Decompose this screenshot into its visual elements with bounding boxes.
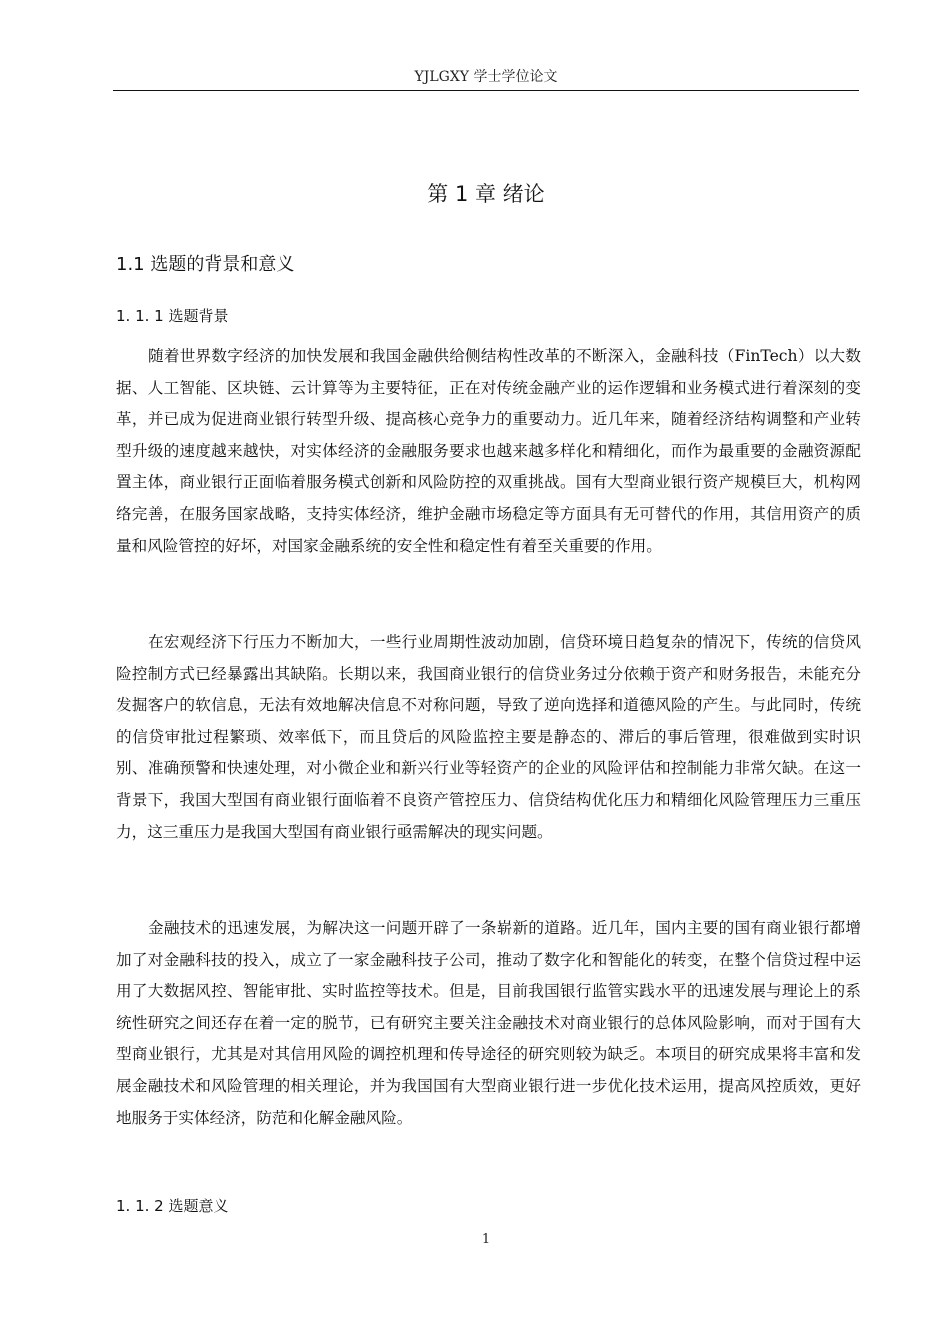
- paragraph-1: 随着世界数字经济的加快发展和我国金融供给侧结构性改革的不断深入，金融科技（FinTech）以大数据、人工智能、区块链、云计算等为主要特征，正在对传统金融产业的运作逻辑和业务模式进行着深刻的变革，并已成为促进商业银行转型升级、提高核心竞争力的重要动力。近几年来，随着经济结构调整和产业转型升级的速度越来越快，对实体经济的金融服务要求也越来越多样化和精细化，而作为最重要的金融资源配置主体，商业银行正面临着服务模式创新和风险防控的双重挑战。国有大型商业银行资产规模巨大，机构网络完善，在服务国家战略，支持实体经济，维护金融市场稳定等方面具有无可替代的作用，其信用资产的质量和风险管控的好坏，对国家金融系统的安全性和稳定性有着至关重要的作用。: [116, 347, 861, 555]
- section-title: 1.1 选题的背景和意义: [116, 254, 295, 275]
- paragraph-2: 在宏观经济下行压力不断加大，一些行业周期性波动加剧，信贷环境日趋复杂的情况下，传统的信贷风险控制方式已经暴露出其缺陷。长期以来，我国商业银行的信贷业务过分依赖于资产和财务报告，未能充分发掘客户的软信息，无法有效地解决信息不对称问题，导致了逆向选择和道德风险的产生。与此同时，传统的信贷审批过程繁琐、效率低下，而且贷后的风险监控主要是静态的、滞后的事后管理，很难做到实时识别、准确预警和快速处理，对小微企业和新兴行业等轻资产的企业的风险评估和控制能力非常欠缺。在这一背景下，我国大型国有商业银行面临着不良资产管控压力、信贷结构优化压力和精细化风险管理压力三重压力，这三重压力是我国大型国有商业银行亟需解决的现实问题。: [116, 633, 861, 841]
- running-header: YJLGXY 学士学位论文: [414, 69, 558, 85]
- header-divider: [113, 90, 859, 91]
- paragraph-3: 金融技术的迅速发展，为解决这一问题开辟了一条崭新的道路。近几年，国内主要的国有商业银行都增加了对金融科技的投入，成立了一家金融科技子公司，推动了数字化和智能化的转变，在整个信贷过程中运用了大数据风控、智能审批、实时监控等技术。但是，目前我国银行监管实践水平的迅速发展与理论上的系统性研究之间还存在着一定的脱节，已有研究主要关注金融技术对商业银行的总体风险影响，而对于国有大型商业银行，尤其是对其信用风险的调控机理和传导途径的研究则较为缺乏。本项目的研究成果将丰富和发展金融技术和风险管理的相关理论，并为我国国有大型商业银行进一步优化技术运用，提高风控质效，更好地服务于实体经济，防范和化解金融风险。: [116, 919, 861, 1127]
- chapter-title: 第 1 章 绪论: [427, 182, 545, 206]
- page-number: 1: [481, 1232, 491, 1247]
- subsection-title-significance: 1. 1. 2 选题意义: [116, 1197, 229, 1215]
- subsection-title-background: 1. 1. 1 选题背景: [116, 307, 229, 325]
